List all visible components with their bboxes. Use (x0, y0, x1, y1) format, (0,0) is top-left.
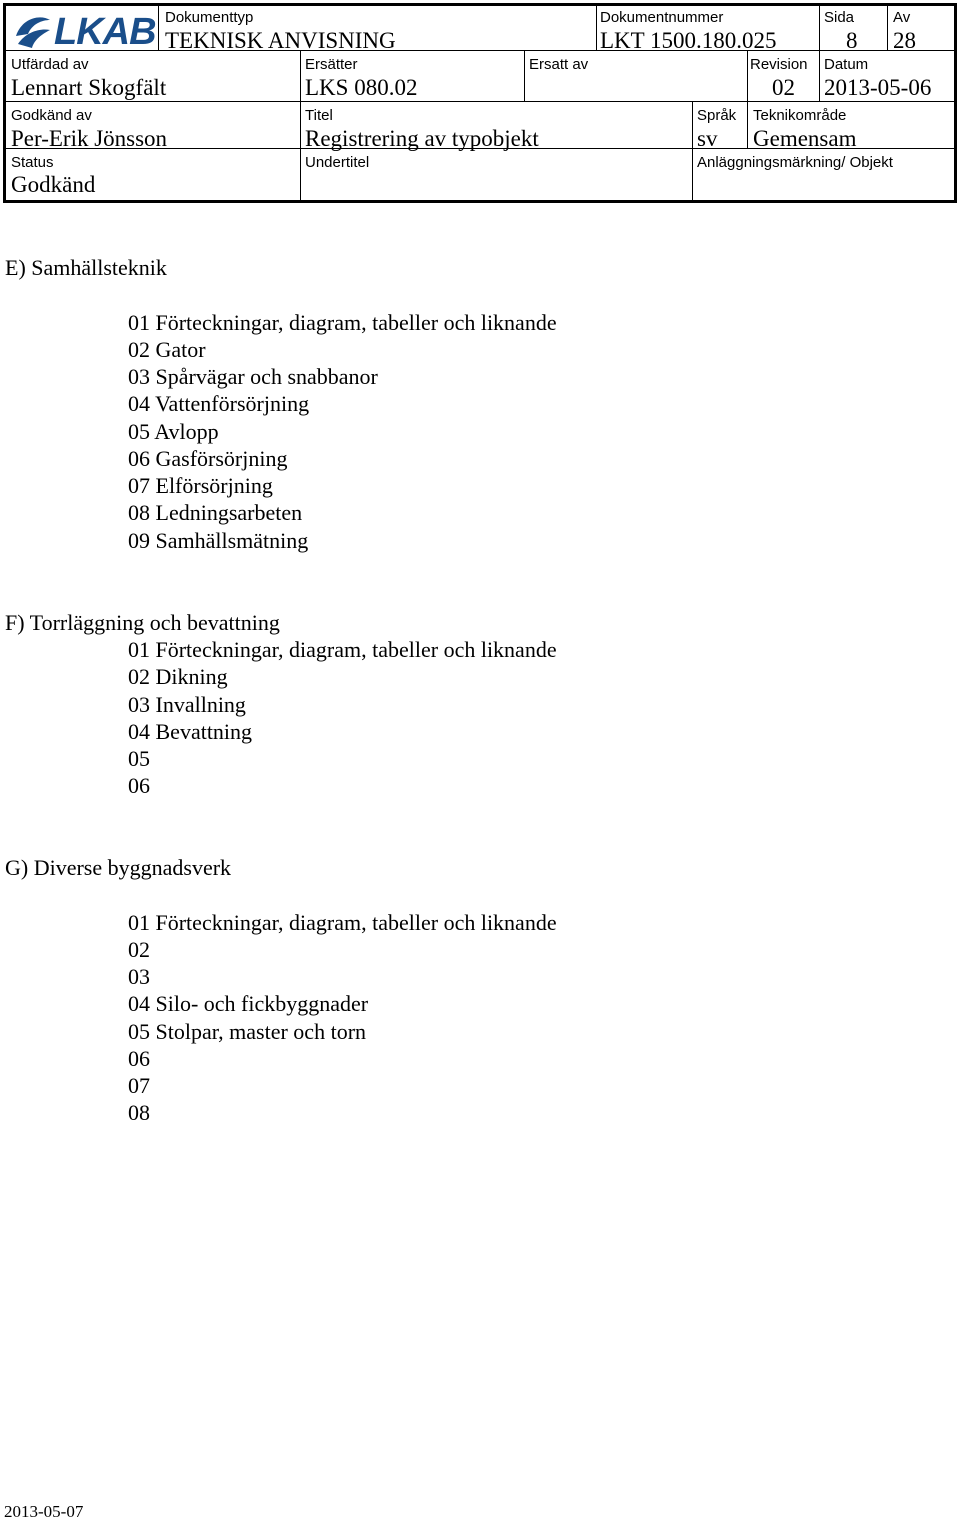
list-item: 04 Bevattning (128, 719, 253, 744)
dokumenttyp-value: TEKNISK ANVISNING (165, 28, 396, 53)
list-item: 03 Invallning (128, 692, 246, 717)
list-item: 06 (128, 773, 150, 798)
sprak-label: Språk (697, 107, 737, 124)
list-item: 03 (128, 964, 150, 989)
dokumentnummer-label: Dokumentnummer (600, 9, 724, 26)
ersatter-label: Ersätter (305, 56, 358, 73)
header-col-divider (887, 6, 888, 50)
list-item: 07 (128, 1073, 150, 1098)
ersatt-av-label: Ersatt av (529, 56, 589, 73)
datum-label: Datum (824, 56, 869, 73)
list-item: 01 Förteckningar, diagram, tabeller och liknande (128, 910, 557, 935)
titel-label: Titel (305, 107, 333, 124)
section-heading: G) Diverse byggnadsverk (5, 855, 232, 880)
list-item: 03 Spårvägar och snabbanor (128, 364, 378, 389)
list-item: 01 Förteckningar, diagram, tabeller och liknande (128, 310, 557, 335)
list-item: 04 Vattenförsörjning (128, 391, 310, 416)
list-item: 09 Samhällsmätning (128, 528, 309, 553)
lkab-emblem-icon (14, 14, 52, 50)
dokumentnummer-value: LKT 1500.180.025 (600, 28, 777, 53)
list-item: 08 (128, 1100, 150, 1125)
list-item: 06 Gasförsörjning (128, 446, 288, 471)
list-item: 02 Dikning (128, 664, 228, 689)
list-item: 02 (128, 937, 150, 962)
list-item: 01 Förteckningar, diagram, tabeller och liknande (128, 637, 557, 662)
av-label: Av (893, 9, 911, 26)
teknikomrade-label: Teknikområde (753, 107, 847, 124)
section-heading: F) Torrläggning och bevattning (5, 610, 280, 635)
section-heading: E) Samhällsteknik (5, 255, 167, 280)
list-item: 08 Ledningsarbeten (128, 500, 303, 525)
footer-date: 2013-05-07 (4, 1502, 84, 1521)
undertitel-label: Undertitel (305, 154, 370, 171)
lkab-logo (14, 12, 159, 52)
godkand-av-value: Per-Erik Jönsson (11, 126, 168, 151)
list-item: 05 Avlopp (128, 419, 219, 444)
dokumenttyp-label: Dokumenttyp (165, 9, 254, 26)
teknikomrade-value: Gemensam (753, 126, 857, 151)
list-item: 05 (128, 746, 150, 771)
sida-value: 8 (846, 28, 858, 53)
av-value: 28 (893, 28, 916, 53)
titel-value: Registrering av typobjekt (305, 126, 539, 151)
datum-value: 2013-05-06 (824, 75, 932, 100)
document-header-table (3, 3, 957, 203)
list-item: 07 Elförsörjning (128, 473, 273, 498)
list-item: 04 Silo- och fickbyggnader (128, 991, 369, 1016)
header-col-divider (524, 50, 525, 101)
sprak-value: sv (697, 126, 718, 151)
header-row-divider (6, 101, 954, 102)
header-col-divider (692, 101, 693, 200)
logo-text: LKAB (54, 11, 156, 53)
header-col-divider (300, 50, 301, 200)
status-label: Status (11, 154, 54, 171)
list-item: 02 Gator (128, 337, 206, 362)
ersatter-value: LKS 080.02 (305, 75, 418, 100)
godkand-av-label: Godkänd av (11, 107, 92, 124)
header-col-divider (747, 50, 748, 148)
revision-value: 02 (772, 75, 795, 100)
header-col-divider (596, 6, 597, 50)
anlaggningsmarkning-label: Anläggningsmärkning/ Objekt (697, 154, 893, 171)
list-item: 05 Stolpar, master och torn (128, 1019, 367, 1044)
utfardad-label: Utfärdad av (11, 56, 89, 73)
header-col-divider (819, 6, 820, 101)
utfardad-value: Lennart Skogfält (11, 75, 167, 100)
status-value: Godkänd (11, 172, 96, 197)
list-item: 06 (128, 1046, 150, 1071)
revision-label: Revision (750, 56, 808, 73)
sida-label: Sida (824, 9, 855, 26)
